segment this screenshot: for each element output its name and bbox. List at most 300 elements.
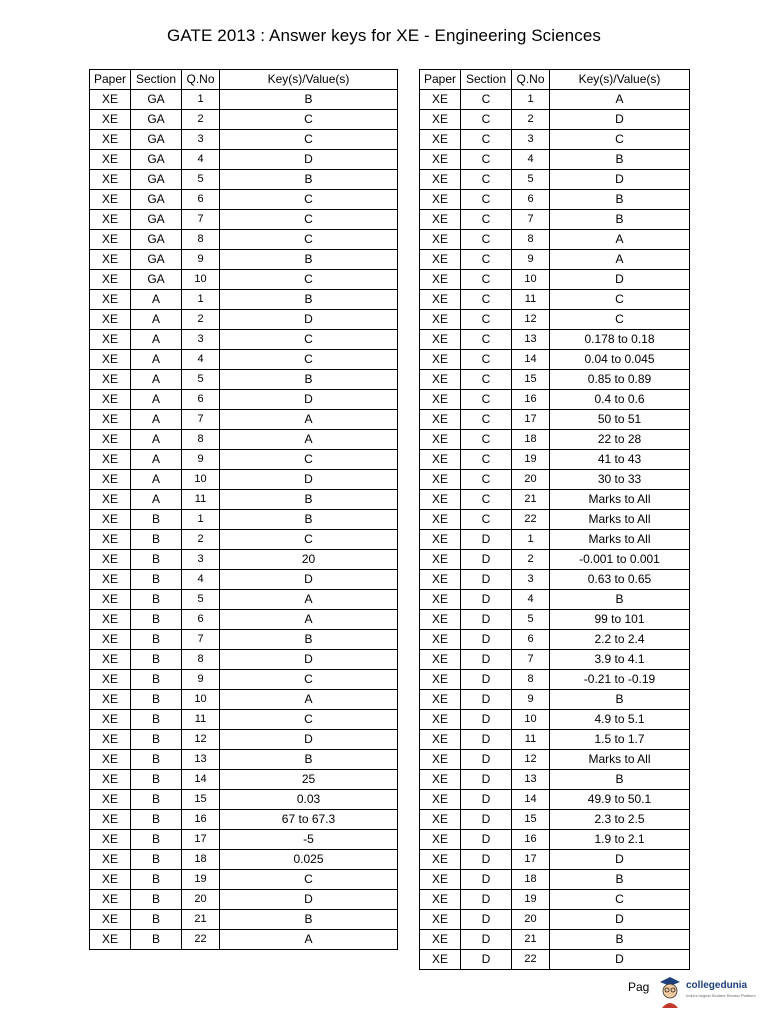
cell-paper: XE	[420, 930, 461, 950]
cell-qno: 7	[512, 650, 550, 670]
table-row	[420, 770, 690, 790]
cell-section: GA	[131, 230, 182, 250]
cell-qno: 22	[512, 950, 550, 970]
cell-paper: XE	[420, 650, 461, 670]
cell-qno: 1	[182, 290, 220, 310]
cell-section: C	[461, 210, 512, 230]
cell-paper: XE	[90, 890, 131, 910]
cell-key-value: -0.21 to -0.19	[550, 670, 690, 690]
cell-section: B	[131, 610, 182, 630]
cell-qno: 19	[512, 450, 550, 470]
cell-paper: XE	[90, 850, 131, 870]
cell-key-value: D	[550, 110, 690, 130]
cell-paper: XE	[420, 710, 461, 730]
cell-qno: 9	[182, 670, 220, 690]
cell-key-value: B	[550, 210, 690, 230]
cell-key-value: A	[220, 930, 398, 950]
cell-key-value: 67 to 67.3	[220, 810, 398, 830]
cell-qno: 6	[182, 610, 220, 630]
table-row	[90, 210, 398, 230]
table-row	[420, 450, 690, 470]
cell-section: A	[131, 330, 182, 350]
cell-section: C	[461, 170, 512, 190]
table-row	[90, 870, 398, 890]
cell-paper: XE	[420, 850, 461, 870]
cell-qno: 12	[512, 310, 550, 330]
cell-key-value: 0.85 to 0.89	[550, 370, 690, 390]
cell-key-value: 2.2 to 2.4	[550, 630, 690, 650]
cell-qno: 21	[512, 930, 550, 950]
table-row	[420, 790, 690, 810]
cell-section: B	[131, 750, 182, 770]
cell-paper: XE	[420, 530, 461, 550]
cell-paper: XE	[90, 470, 131, 490]
cell-qno: 4	[182, 570, 220, 590]
header-key-values: Key(s)/Value(s)	[220, 70, 398, 90]
cell-key-value: B	[550, 590, 690, 610]
header-paper: Paper	[90, 70, 131, 90]
cell-section: GA	[131, 170, 182, 190]
cell-paper: XE	[420, 570, 461, 590]
cell-key-value: 20	[220, 550, 398, 570]
cell-section: GA	[131, 90, 182, 110]
table-row	[420, 550, 690, 570]
cell-section: B	[131, 730, 182, 750]
cell-key-value: Marks to All	[550, 510, 690, 530]
cell-section: B	[131, 630, 182, 650]
cell-key-value: C	[220, 130, 398, 150]
cell-paper: XE	[90, 650, 131, 670]
cell-qno: 20	[512, 910, 550, 930]
cell-key-value: A	[220, 690, 398, 710]
cell-paper: XE	[90, 350, 131, 370]
cell-qno: 14	[512, 790, 550, 810]
cell-qno: 4	[512, 590, 550, 610]
cell-paper: XE	[420, 790, 461, 810]
cell-section: D	[461, 730, 512, 750]
cell-key-value: 0.04 to 0.045	[550, 350, 690, 370]
cell-paper: XE	[420, 750, 461, 770]
header-paper: Paper	[420, 70, 461, 90]
cell-key-value: Marks to All	[550, 530, 690, 550]
cell-key-value: C	[220, 270, 398, 290]
table-row	[90, 710, 398, 730]
cell-key-value: C	[220, 350, 398, 370]
cell-key-value: D	[220, 650, 398, 670]
cell-section: A	[131, 450, 182, 470]
cell-section: B	[131, 810, 182, 830]
table-row	[420, 370, 690, 390]
cell-paper: XE	[90, 750, 131, 770]
table-row	[90, 110, 398, 130]
table-row	[420, 270, 690, 290]
cell-paper: XE	[420, 310, 461, 330]
cell-qno: 19	[512, 890, 550, 910]
cell-section: C	[461, 110, 512, 130]
cell-qno: 18	[512, 870, 550, 890]
cell-paper: XE	[90, 730, 131, 750]
cell-key-value: D	[220, 310, 398, 330]
table-row	[420, 530, 690, 550]
cell-key-value: 30 to 33	[550, 470, 690, 490]
cell-section: D	[461, 530, 512, 550]
table-row	[420, 830, 690, 850]
cell-section: D	[461, 790, 512, 810]
cell-section: C	[461, 330, 512, 350]
cell-paper: XE	[420, 590, 461, 610]
header-qno: Q.No	[182, 70, 220, 90]
cell-section: D	[461, 630, 512, 650]
cell-section: GA	[131, 110, 182, 130]
cell-paper: XE	[420, 890, 461, 910]
table-row	[90, 690, 398, 710]
cell-section: C	[461, 370, 512, 390]
cell-paper: XE	[420, 390, 461, 410]
cell-section: B	[131, 570, 182, 590]
table-row	[420, 90, 690, 110]
cell-qno: 10	[182, 690, 220, 710]
cell-qno: 1	[182, 510, 220, 530]
header-qno: Q.No	[512, 70, 550, 90]
table-row	[420, 510, 690, 530]
cell-paper: XE	[420, 130, 461, 150]
table-row	[90, 830, 398, 850]
cell-section: D	[461, 910, 512, 930]
table-row	[90, 370, 398, 390]
cell-paper: XE	[90, 610, 131, 630]
cell-paper: XE	[90, 810, 131, 830]
cell-key-value: C	[550, 130, 690, 150]
cell-section: D	[461, 710, 512, 730]
cell-qno: 15	[512, 370, 550, 390]
table-row	[90, 290, 398, 310]
cell-qno: 20	[512, 470, 550, 490]
table-row	[420, 230, 690, 250]
cell-qno: 2	[512, 110, 550, 130]
cell-qno: 9	[512, 690, 550, 710]
logo-tagline: India's largest Student Review Platform	[686, 993, 756, 998]
cell-qno: 11	[512, 290, 550, 310]
cell-key-value: 41 to 43	[550, 450, 690, 470]
table-row	[90, 490, 398, 510]
cell-paper: XE	[420, 910, 461, 930]
cell-paper: XE	[90, 770, 131, 790]
cell-section: D	[461, 750, 512, 770]
cell-qno: 21	[512, 490, 550, 510]
cell-section: B	[131, 870, 182, 890]
cell-section: GA	[131, 150, 182, 170]
cell-section: C	[461, 270, 512, 290]
table-row	[420, 610, 690, 630]
cell-key-value: C	[220, 530, 398, 550]
cell-section: D	[461, 550, 512, 570]
cell-paper: XE	[420, 330, 461, 350]
cell-key-value: D	[220, 890, 398, 910]
table-row	[90, 330, 398, 350]
cell-key-value: A	[550, 90, 690, 110]
cell-section: D	[461, 830, 512, 850]
cell-key-value: A	[220, 430, 398, 450]
cell-key-value: C	[220, 330, 398, 350]
cell-qno: 1	[512, 90, 550, 110]
table-row	[90, 150, 398, 170]
table-row	[420, 290, 690, 310]
cell-key-value: 0.4 to 0.6	[550, 390, 690, 410]
cell-key-value: D	[550, 850, 690, 870]
cell-paper: XE	[420, 610, 461, 630]
cell-paper: XE	[420, 830, 461, 850]
cell-section: B	[131, 830, 182, 850]
cell-key-value: B	[220, 250, 398, 270]
cell-section: GA	[131, 130, 182, 150]
cell-qno: 13	[512, 770, 550, 790]
table-header-row	[420, 70, 690, 90]
table-row	[420, 950, 690, 970]
cell-section: C	[461, 390, 512, 410]
cell-section: A	[131, 370, 182, 390]
cell-key-value: C	[550, 310, 690, 330]
table-row	[420, 870, 690, 890]
cell-key-value: Marks to All	[550, 750, 690, 770]
cell-paper: XE	[90, 590, 131, 610]
cell-paper: XE	[420, 870, 461, 890]
cell-qno: 18	[182, 850, 220, 870]
cell-key-value: C	[220, 210, 398, 230]
cell-section: A	[131, 290, 182, 310]
cell-paper: XE	[420, 370, 461, 390]
header-key-values: Key(s)/Value(s)	[550, 70, 690, 90]
table-row	[90, 250, 398, 270]
cell-qno: 22	[512, 510, 550, 530]
cell-key-value: C	[550, 890, 690, 910]
cell-paper: XE	[420, 810, 461, 830]
table-row	[420, 190, 690, 210]
cell-key-value: 50 to 51	[550, 410, 690, 430]
cell-key-value: B	[220, 910, 398, 930]
table-row	[90, 410, 398, 430]
cell-key-value: C	[220, 110, 398, 130]
table-row	[90, 850, 398, 870]
collegedunia-logo	[656, 972, 768, 1012]
cell-key-value: 1.9 to 2.1	[550, 830, 690, 850]
cell-qno: 4	[182, 350, 220, 370]
table-row	[420, 930, 690, 950]
table-row	[420, 650, 690, 670]
cell-qno: 16	[512, 390, 550, 410]
cell-qno: 7	[182, 630, 220, 650]
mascot-icon	[656, 974, 684, 1010]
table-row	[90, 190, 398, 210]
cell-paper: XE	[90, 790, 131, 810]
cell-paper: XE	[420, 670, 461, 690]
table-row	[90, 890, 398, 910]
cell-paper: XE	[420, 770, 461, 790]
cell-paper: XE	[420, 690, 461, 710]
table-row	[90, 770, 398, 790]
header-section: Section	[131, 70, 182, 90]
cell-key-value: B	[220, 510, 398, 530]
table-row	[90, 550, 398, 570]
cell-qno: 17	[182, 830, 220, 850]
cell-section: GA	[131, 210, 182, 230]
cell-qno: 1	[182, 90, 220, 110]
cell-qno: 21	[182, 910, 220, 930]
table-row	[420, 250, 690, 270]
cell-qno: 2	[182, 530, 220, 550]
cell-key-value: C	[220, 670, 398, 690]
table-row	[420, 490, 690, 510]
cell-key-value: -0.001 to 0.001	[550, 550, 690, 570]
cell-paper: XE	[90, 670, 131, 690]
cell-qno: 12	[512, 750, 550, 770]
cell-qno: 7	[182, 210, 220, 230]
cell-section: B	[131, 550, 182, 570]
table-row	[420, 730, 690, 750]
cell-section: D	[461, 890, 512, 910]
table-row	[90, 630, 398, 650]
cell-paper: XE	[420, 550, 461, 570]
cell-qno: 4	[182, 150, 220, 170]
table-row	[420, 150, 690, 170]
cell-paper: XE	[420, 470, 461, 490]
cell-key-value: 99 to 101	[550, 610, 690, 630]
table-row	[420, 810, 690, 830]
cell-qno: 2	[182, 310, 220, 330]
cell-key-value: D	[220, 390, 398, 410]
cell-key-value: D	[220, 470, 398, 490]
cell-section: B	[131, 590, 182, 610]
cell-key-value: A	[220, 610, 398, 630]
table-row	[90, 590, 398, 610]
cell-paper: XE	[90, 330, 131, 350]
cell-section: C	[461, 410, 512, 430]
cell-paper: XE	[420, 430, 461, 450]
cell-paper: XE	[420, 190, 461, 210]
cell-section: B	[131, 670, 182, 690]
cell-key-value: D	[550, 170, 690, 190]
cell-key-value: B	[220, 750, 398, 770]
table-row	[420, 110, 690, 130]
cell-section: D	[461, 670, 512, 690]
cell-qno: 6	[512, 630, 550, 650]
cell-section: GA	[131, 270, 182, 290]
cell-key-value: C	[220, 870, 398, 890]
cell-qno: 5	[182, 590, 220, 610]
cell-qno: 9	[182, 450, 220, 470]
cell-section: B	[131, 930, 182, 950]
cell-section: C	[461, 150, 512, 170]
cell-qno: 12	[182, 730, 220, 750]
cell-section: C	[461, 510, 512, 530]
cell-paper: XE	[90, 710, 131, 730]
cell-paper: XE	[420, 730, 461, 750]
table-row	[420, 590, 690, 610]
cell-qno: 16	[512, 830, 550, 850]
cell-qno: 11	[182, 710, 220, 730]
table-row	[420, 710, 690, 730]
cell-qno: 19	[182, 870, 220, 890]
cell-paper: XE	[420, 270, 461, 290]
cell-qno: 22	[182, 930, 220, 950]
table-row	[90, 610, 398, 630]
cell-paper: XE	[90, 830, 131, 850]
cell-section: A	[131, 390, 182, 410]
cell-qno: 17	[512, 850, 550, 870]
cell-qno: 3	[512, 130, 550, 150]
cell-paper: XE	[90, 390, 131, 410]
cell-key-value: A	[220, 590, 398, 610]
cell-key-value: C	[220, 450, 398, 470]
cell-qno: 18	[512, 430, 550, 450]
cell-key-value: B	[550, 770, 690, 790]
cell-paper: XE	[90, 210, 131, 230]
table-row	[420, 630, 690, 650]
cell-section: B	[131, 890, 182, 910]
cell-qno: 20	[182, 890, 220, 910]
cell-key-value: B	[550, 930, 690, 950]
table-row	[420, 410, 690, 430]
cell-key-value: C	[550, 290, 690, 310]
cell-key-value: A	[550, 230, 690, 250]
cell-qno: 6	[182, 390, 220, 410]
table-row	[90, 810, 398, 830]
cell-key-value: D	[550, 270, 690, 290]
cell-section: C	[461, 430, 512, 450]
cell-qno: 11	[182, 490, 220, 510]
cell-qno: 3	[182, 130, 220, 150]
cell-key-value: D	[220, 730, 398, 750]
cell-section: B	[131, 770, 182, 790]
cell-paper: XE	[420, 450, 461, 470]
cell-key-value: B	[220, 290, 398, 310]
cell-key-value: 4.9 to 5.1	[550, 710, 690, 730]
cell-qno: 5	[182, 370, 220, 390]
table-header-row	[90, 70, 398, 90]
cell-paper: XE	[90, 250, 131, 270]
cell-key-value: B	[220, 630, 398, 650]
cell-paper: XE	[90, 170, 131, 190]
cell-qno: 7	[512, 210, 550, 230]
cell-paper: XE	[420, 950, 461, 970]
cell-qno: 7	[182, 410, 220, 430]
table-row	[420, 210, 690, 230]
cell-qno: 14	[512, 350, 550, 370]
cell-paper: XE	[420, 210, 461, 230]
cell-qno: 8	[512, 670, 550, 690]
cell-paper: XE	[90, 130, 131, 150]
cell-section: C	[461, 190, 512, 210]
cell-key-value: D	[220, 150, 398, 170]
cell-key-value: A	[550, 250, 690, 270]
cell-paper: XE	[420, 250, 461, 270]
cell-qno: 5	[182, 170, 220, 190]
cell-key-value: 0.178 to 0.18	[550, 330, 690, 350]
cell-paper: XE	[90, 410, 131, 430]
cell-paper: XE	[420, 170, 461, 190]
table-row	[90, 650, 398, 670]
logo-text: collegedunia	[686, 980, 748, 991]
cell-section: D	[461, 870, 512, 890]
cell-section: A	[131, 470, 182, 490]
cell-paper: XE	[90, 930, 131, 950]
cell-section: C	[461, 350, 512, 370]
cell-section: D	[461, 610, 512, 630]
cell-section: B	[131, 790, 182, 810]
cell-qno: 11	[512, 730, 550, 750]
cell-section: GA	[131, 190, 182, 210]
table-row	[420, 570, 690, 590]
cell-section: C	[461, 290, 512, 310]
